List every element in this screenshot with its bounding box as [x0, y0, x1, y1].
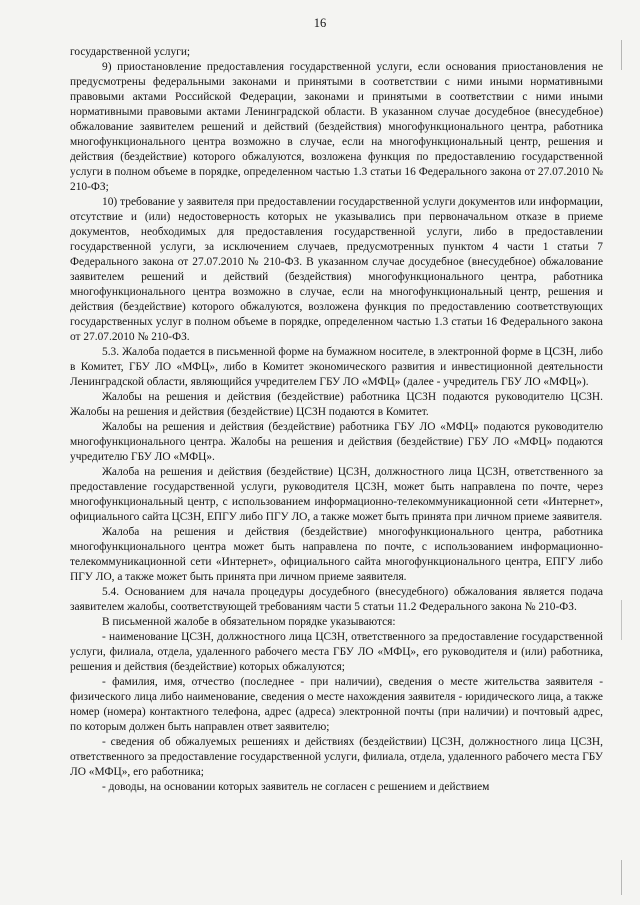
paragraph-5-4: 5.4. Основанием для начала процедуры досудебного (внесудебного) обжалования является подача заявителем жалобы, соответствующей требованиям части 5 статьи 11.2 Федерального закона № 210-ФЗ. — [70, 586, 603, 613]
list-item-applicant-info: - фамилия, имя, отчество (последнее - при наличии), сведения о месте жительства заявителя - физического лица либо наименование, сведения о месте нахождения заявителя - юридического лица, а также номер (номера) контактного телефона, адрес (адреса) электронной почты (при наличии) и почтовый адрес, по которым должен быть направлен ответ заявителю; — [70, 676, 603, 733]
list-item-appealed-decisions: - сведения об обжалуемых решениях и действиях (бездействии) ЦСЗН, должностного лица ЦСЗН, ответственного за предоставление государственной услуги, филиала, отдела, удаленного рабочего места ГБУ ЛО «МФЦ», его работника; — [70, 736, 603, 778]
paragraph-continuation: государственной услуги; — [70, 46, 191, 58]
list-item-name: - наименование ЦСЗН, должностного лица ЦСЗН, ответственного за предоставление государственной услуги, филиала, отдела, удаленного рабочего места ГБУ ЛО «МФЦ», его руководителя и (или) работника, решения и действия (бездействие) которых обжалуются; — [70, 631, 603, 673]
paragraph-5-3: 5.3. Жалоба подается в письменной форме на бумажном носителе, в электронной форме в ЦСЗН, либо в Комитет, ГБУ ЛО «МФЦ», либо в Комитет экономического развития и инвестиционной деятельности Ленинградской области, являющийся учредителем ГБУ ЛО «МФЦ» (далее - учредитель ГБУ ЛО «МФЦ»). — [70, 346, 603, 388]
paragraph-complaint-cszn-channels: Жалоба на решения и действия (бездействие) ЦСЗН, должностного лица ЦСЗН, ответственного за предоставление государственной услуги, руководителя ЦСЗН, может быть направлена по почте, через многофункциональный центр, с использованием информационно-телекоммуникационной сети «Интернет», официального сайта ЦСЗН, ЕПГУ либо ПГУ ЛО, а также может быть принята при личном приеме заявителя. — [70, 466, 603, 523]
paragraph-item-9: 9) приостановление предоставления государственной услуги, если основания приостановления не предусмотрены федеральными законами и принятыми в соответствии с ними иными нормативными правовыми актами Российской Федерации, законами и принятыми в соответствии с ними иными нормативными правовыми актами Ленинградской области. В указанном случае досудебное (внесудебное) обжалование заявителем решений и действий (бездействия) многофункционального центра, работника многофункционального центра возможно в случае, если на многофункциональный центр, решения и действия (бездействие) которого обжалуются, возложена функция по предоставлению государственной услуги в полном объеме в порядке, определенном частью 1.3 статьи 16 Федерального закона от 27.07.2010 № 210-ФЗ; — [70, 61, 603, 193]
list-item-arguments: - доводы, на основании которых заявитель не согласен с решением и действием — [102, 781, 490, 793]
paragraph-item-10: 10) требование у заявителя при предоставлении государственной услуги документов или информации, отсутствие и (или) недостоверность которых не указывались при первоначальном отказе в приеме документов, необходимых для предоставления государственной услуги, либо в предоставлении государственной услуги, за исключением случаев, предусмотренных пунктом 4 части 1 статьи 7 Федерального закона от 27.07.2010 № 210-ФЗ. В указанном случае досудебное (внесудебное) обжалование заявителем решений и действий (бездействия) многофункционального центра, работника многофункционального центра возможно в случае, если на многофункциональный центр, решения и действия (бездействие) которого обжалуются, возложена функция по предоставлению соответствующих государственных услуг в полном объеме в порядке, определенном частью 1.3 статьи 16 Федерального закона от 27.07.2010 № 210-ФЗ. — [70, 196, 603, 343]
paragraph-required-list-intro: В письменной жалобе в обязательном порядке указываются: — [102, 616, 396, 628]
paragraph-complaints-mfc: Жалобы на решения и действия (бездействие) работника ГБУ ЛО «МФЦ» подаются руководителю многофункционального центра. Жалобы на решения и действия (бездействие) ГБУ ЛО «МФЦ» подаются учредителю ГБУ ЛО «МФЦ». — [70, 421, 603, 463]
scan-edge-mark — [621, 40, 622, 70]
paragraph-complaint-mfc-channels: Жалоба на решения и действия (бездействие) многофункционального центра, работника многофункционального центра может быть направлена по почте, с использованием информационно-телекоммуникационной сети «Интернет», официального сайта многофункционального центра, ЕПГУ либо ПГУ ЛО, а также может быть принята при личном приеме заявителя. — [70, 526, 603, 583]
scan-edge-mark — [621, 600, 622, 640]
paragraph-complaints-cszn: Жалобы на решения и действия (бездействие) работника ЦСЗН подаются руководителю ЦСЗН. Жалобы на решения и действия (бездействие) ЦСЗН подаются в Комитет. — [70, 391, 603, 418]
scan-edge-mark — [621, 860, 622, 895]
page-number: 16 — [313, 16, 327, 30]
document-body — [70, 45, 603, 795]
